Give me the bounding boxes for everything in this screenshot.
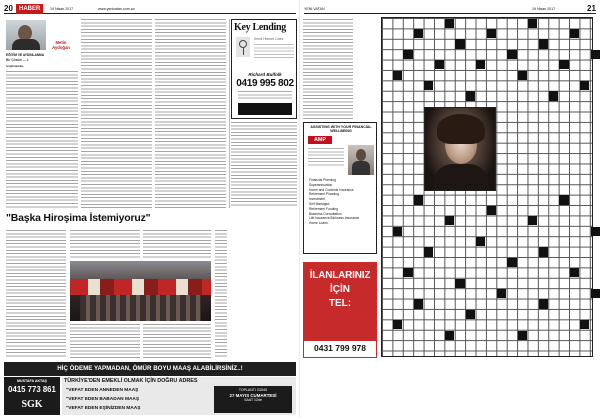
- lower-column-2: [70, 230, 140, 258]
- amp-service-item: Investment: [309, 197, 326, 202]
- amp-service-item: Home Loans: [309, 221, 328, 226]
- amp-heading: ASSISTING WITH YOUR FINANCIAL WELLBEING: [310, 125, 372, 134]
- page-number: 21: [587, 4, 596, 13]
- sgk-agent-label: MUSTAFA AKTAŞ: [17, 379, 47, 383]
- crossword-black-square: [435, 60, 444, 69]
- crossword-black-square: [580, 81, 589, 90]
- crossword-black-square: [466, 310, 475, 319]
- article-column-1: [6, 71, 78, 208]
- crossword-black-square: [528, 19, 537, 28]
- amp-service-item: Self Managed: [309, 201, 330, 206]
- amp-logo: AMP: [308, 136, 332, 144]
- classified-phone-box: [303, 340, 377, 358]
- amp-services: [309, 178, 359, 226]
- header-website: YENİ VATAN: [304, 7, 325, 11]
- article-headline: "Başka Hiroşima İstemiyoruz": [6, 212, 151, 224]
- crossword-black-square: [559, 60, 568, 69]
- crossword-black-square: [518, 331, 527, 340]
- lower-column-5: [143, 324, 211, 358]
- amp-service-item: Superannuation: [309, 182, 333, 187]
- classified-phone: 0431 799 978: [314, 343, 366, 353]
- article-column-2: [81, 19, 152, 208]
- crossword-black-square: [570, 268, 579, 277]
- crossword-black-square: [528, 216, 537, 225]
- crossword-black-square: [455, 39, 464, 48]
- key-lending-contact: Richard Bulfolk: [248, 72, 282, 77]
- key-lending-ad: [231, 19, 297, 119]
- section-label: HABER: [16, 4, 43, 14]
- advisor-photo: [348, 145, 374, 175]
- crossword-black-square: [518, 71, 527, 80]
- crossword-black-square: [539, 247, 548, 256]
- sgk-event-line: SAAT 12de: [244, 398, 262, 402]
- right-page: [300, 0, 600, 418]
- crossword-black-square: [414, 299, 423, 308]
- crossword-black-square: [466, 91, 475, 100]
- crossword-black-square: [424, 81, 433, 90]
- crossword-black-square: [455, 279, 464, 288]
- crossword-black-square: [476, 237, 485, 246]
- narrow-column: [215, 230, 227, 358]
- sgk-event-box: [214, 386, 292, 413]
- header-date: 19 Nisan 2017: [50, 7, 74, 11]
- sgk-agent-box: [4, 377, 60, 415]
- crossword-black-square: [549, 91, 558, 100]
- crossword-black-square: [497, 289, 506, 298]
- crossword-black-square: [424, 247, 433, 256]
- column-title: EĞİTİM VE AYDINLANMA: [6, 53, 45, 57]
- key-lending-phone: 0419 995 802: [236, 78, 294, 89]
- columnist-photo: [6, 20, 46, 50]
- amp-service-item: Retirement Funding: [309, 206, 338, 211]
- crossword-black-square: [591, 227, 600, 236]
- key-icon: [236, 37, 250, 57]
- key-lending-tagline: Kredi Hizmet Lines: [254, 37, 284, 41]
- column-intro: Sevgili okurlar,: [6, 65, 24, 68]
- crossword-black-square: [414, 195, 423, 204]
- key-lending-title: Key Lending: [234, 22, 286, 33]
- sgk-items: [66, 386, 140, 413]
- crossword-black-square: [393, 320, 402, 329]
- header-website: www.yenivatan.com.au: [98, 7, 135, 11]
- right-article-column: [303, 19, 353, 119]
- sgk-item: "VEFAT EDEN EŞİNİZDEN MAAŞ: [66, 406, 141, 411]
- sgk-event-line: 27 MAYIS CUMARTESİ: [229, 393, 277, 398]
- right-page-header: [304, 4, 596, 14]
- crossword-black-square: [580, 320, 589, 329]
- crossword-black-square: [487, 206, 496, 215]
- amp-service-item: Home and Contents Insurance: [309, 187, 354, 192]
- amp-service-item: Business Consultation: [309, 211, 342, 216]
- page-number: 20: [4, 4, 13, 13]
- crossword-black-square: [539, 299, 548, 308]
- crossword-black-square: [559, 195, 568, 204]
- columnist-last-name: Aydoğan: [52, 45, 70, 50]
- crossword-black-square: [570, 29, 579, 38]
- crossword-black-square: [393, 227, 402, 236]
- crossword-black-square: [476, 60, 485, 69]
- lower-column-1: [6, 230, 66, 358]
- crossword-black-square: [445, 19, 454, 28]
- header-date: 19 Nisan 2017: [532, 7, 556, 11]
- sgk-logo: SGK: [21, 399, 43, 410]
- sgk-main-box: [62, 377, 296, 415]
- sgk-heading: TÜRKİYE'DEN EMEKLİ OLMAK İÇİN DOĞRU ADRES: [64, 378, 198, 384]
- left-page-header: [4, 4, 296, 14]
- protest-photo: [70, 261, 211, 321]
- crossword-black-square: [591, 50, 600, 59]
- classified-line2: İÇİN: [330, 284, 350, 295]
- sgk-phone: 0415 773 861: [8, 385, 56, 394]
- article-column-4: [231, 122, 297, 208]
- crossword-black-square: [591, 289, 600, 298]
- sgk-event-line: TOPLANTI GÜNÜ: [238, 388, 268, 392]
- crossword-black-square: [393, 71, 402, 80]
- crossword-portrait: [424, 107, 496, 191]
- crossword-black-square: [403, 268, 412, 277]
- crossword-black-square: [487, 29, 496, 38]
- dark-banner-ad: HİÇ ÖDEME YAPMADAN, ÖMÜR BOYU MAAŞ ALABİLİRSİNİZ..!: [4, 362, 296, 376]
- amp-ad: [303, 122, 377, 254]
- lower-column-4: [70, 324, 140, 358]
- crossword-black-square: [507, 50, 516, 59]
- crossword-black-square: [414, 29, 423, 38]
- columnist-name: [47, 40, 75, 50]
- columnist-first-name: Metin: [55, 40, 67, 45]
- article-column-3: [155, 19, 226, 208]
- sgk-item: "VEFAT EDEN BABADAN MAAŞ: [66, 397, 140, 402]
- lower-column-3: [143, 230, 211, 258]
- classified-line3: TEL:: [328, 298, 352, 309]
- column-label: Bir Çözüm — 1: [6, 58, 29, 62]
- sgk-item: "VEFAT EDEN ANNEDEN MAAŞ: [66, 388, 139, 393]
- crossword-black-square: [445, 331, 454, 340]
- amp-service-item: Retirement Planning: [309, 192, 339, 197]
- crossword-black-square: [539, 39, 548, 48]
- crossword-black-square: [403, 50, 412, 59]
- crossword-black-square: [507, 258, 516, 267]
- classified-line1: İLANLARINIZ: [309, 270, 371, 281]
- crossword-black-square: [445, 216, 454, 225]
- amp-service-item: Financial Planning: [309, 178, 336, 182]
- amp-service-item: Life Insurance/Sickness Insurance: [309, 216, 360, 221]
